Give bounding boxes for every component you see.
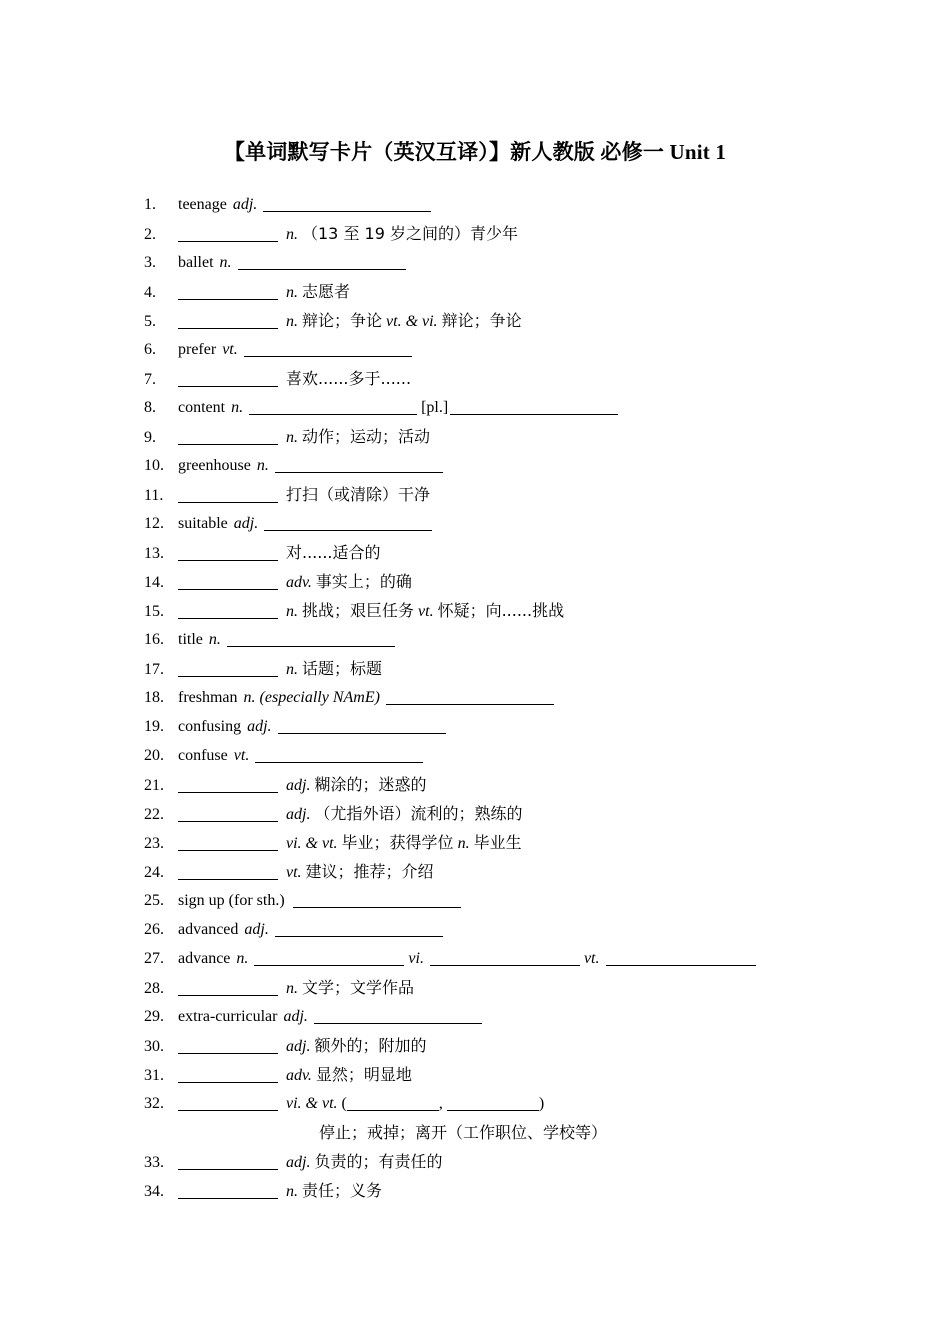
item-pos: adj. xyxy=(244,921,269,938)
item-word: teenage xyxy=(178,196,227,213)
item-pos: adj. xyxy=(286,1154,311,1171)
answer-blank[interactable] xyxy=(314,1007,482,1024)
item-number: 30. xyxy=(144,1038,164,1055)
item-pos: adj. xyxy=(286,1038,311,1055)
list-item-30 xyxy=(144,1031,864,1060)
list-item-34 xyxy=(144,1176,864,1205)
item-number: 1. xyxy=(144,196,156,213)
list-item-3 xyxy=(144,248,864,277)
item-word: title xyxy=(178,631,203,648)
item-meaning-2: 辩论；争论 xyxy=(441,311,522,330)
list-item-22 xyxy=(144,799,864,828)
item-pos: n. xyxy=(286,284,298,301)
item-meaning: 志愿者 xyxy=(302,282,351,301)
item-number: 17. xyxy=(144,661,164,678)
item-pos: n. xyxy=(286,603,298,620)
item-word: extra-curricular xyxy=(178,1008,278,1025)
answer-blank[interactable] xyxy=(178,283,278,300)
answer-blank[interactable] xyxy=(244,340,412,357)
list-item-13 xyxy=(144,538,864,567)
answer-blank[interactable] xyxy=(178,312,278,329)
item-meaning: 停止；戒掉；离开（工作职位、学校等） xyxy=(319,1123,608,1142)
item-number: 4. xyxy=(144,284,156,301)
answer-blank[interactable] xyxy=(178,834,278,851)
close-paren: ) xyxy=(538,1095,545,1112)
answer-blank[interactable] xyxy=(178,428,278,445)
answer-blank[interactable] xyxy=(386,688,554,705)
item-number: 28. xyxy=(144,980,164,997)
item-word: sign up (for sth.) xyxy=(178,892,285,909)
item-pos: vt. xyxy=(222,341,238,358)
item-pos: adj. xyxy=(283,1008,308,1025)
answer-blank[interactable] xyxy=(278,717,446,734)
answer-blank-form-1[interactable] xyxy=(347,1094,439,1111)
answer-blank[interactable] xyxy=(263,195,431,212)
answer-blank[interactable] xyxy=(178,602,278,619)
list-item-4 xyxy=(144,277,864,306)
answer-blank[interactable] xyxy=(178,1094,278,1111)
answer-blank-vi[interactable] xyxy=(430,949,580,966)
item-number: 14. xyxy=(144,574,164,591)
item-word: advanced xyxy=(178,921,239,938)
answer-blank[interactable] xyxy=(227,630,395,647)
item-number: 7. xyxy=(144,371,156,388)
item-pos: adj. xyxy=(232,196,258,213)
item-pos: adj. xyxy=(286,806,311,823)
list-item-16 xyxy=(144,625,864,654)
item-number: 18. xyxy=(144,689,164,706)
item-word: confuse xyxy=(178,747,228,764)
answer-blank[interactable] xyxy=(178,776,278,793)
list-item-9 xyxy=(144,422,864,451)
answer-blank[interactable] xyxy=(178,660,278,677)
item-pos: n. xyxy=(231,399,244,416)
item-meaning: 喜欢......多于...... xyxy=(286,369,412,388)
answer-blank[interactable] xyxy=(275,456,443,473)
item-meaning: 文学；文学作品 xyxy=(302,978,415,997)
item-meaning-2: 怀疑；向......挑战 xyxy=(437,601,565,620)
item-word: suitable xyxy=(178,515,228,532)
answer-blank-noun[interactable] xyxy=(254,949,404,966)
item-number: 32. xyxy=(144,1095,164,1112)
answer-blank-plural[interactable] xyxy=(450,398,618,415)
item-pos-2: vi. xyxy=(408,950,424,967)
item-meaning: 话题；标题 xyxy=(302,659,383,678)
item-meaning: 负责的；有责任的 xyxy=(314,1152,443,1171)
list-item-23 xyxy=(144,828,864,857)
list-item-20 xyxy=(144,741,864,770)
list-item-19 xyxy=(144,712,864,741)
item-meaning: 打扫（或清除）干净 xyxy=(286,485,431,504)
item-pos: n. xyxy=(286,226,298,243)
item-word: freshman xyxy=(178,689,238,706)
item-meaning-2: 毕业生 xyxy=(473,833,522,852)
item-number: 5. xyxy=(144,313,156,330)
list-item-17 xyxy=(144,654,864,683)
item-number: 10. xyxy=(144,457,164,474)
item-number: 2. xyxy=(144,226,156,243)
item-word: content xyxy=(178,399,226,416)
item-word: prefer xyxy=(178,341,217,358)
answer-blank[interactable] xyxy=(178,863,278,880)
answer-blank[interactable] xyxy=(178,1153,278,1170)
item-pos: adj. xyxy=(233,515,259,532)
item-number: 13. xyxy=(144,545,164,562)
item-pos: n. xyxy=(236,950,249,967)
list-item-32 xyxy=(144,1089,864,1118)
item-meaning: 毕业；获得学位 xyxy=(341,833,454,852)
list-item-10 xyxy=(144,451,864,480)
plural-marker: [pl.] xyxy=(421,399,449,416)
list-item-14 xyxy=(144,567,864,596)
item-pos: vi. & vt. xyxy=(286,835,338,852)
page-title: 【单词默写卡片（英汉互译）】新人教版 必修一 Unit 1 xyxy=(223,140,727,164)
answer-blank[interactable] xyxy=(178,225,278,242)
vocab-list xyxy=(144,190,864,1205)
list-item-21 xyxy=(144,770,864,799)
item-meaning: 挑战；艰巨任务 xyxy=(302,601,415,620)
item-number: 21. xyxy=(144,777,164,794)
list-item-6 xyxy=(144,335,864,364)
list-item-27 xyxy=(144,944,864,973)
list-item-2 xyxy=(144,219,864,248)
item-meaning: 辩论；争论 xyxy=(302,311,383,330)
list-item-24 xyxy=(144,857,864,886)
answer-blank[interactable] xyxy=(178,544,278,561)
item-number: 11. xyxy=(144,487,164,504)
item-number: 20. xyxy=(144,747,164,764)
answer-blank[interactable] xyxy=(178,1066,278,1083)
item-usage-note: (especially NAmE) xyxy=(259,689,380,706)
answer-blank-form-2[interactable] xyxy=(447,1094,539,1111)
item-meaning: 事实上；的确 xyxy=(315,572,412,591)
list-item-12 xyxy=(144,509,864,538)
item-number: 26. xyxy=(144,921,164,938)
item-pos-2: n. xyxy=(457,835,470,852)
list-item-1 xyxy=(144,190,864,219)
item-number: 15. xyxy=(144,603,164,620)
item-pos: n. xyxy=(219,254,232,271)
list-item-28 xyxy=(144,973,864,1002)
answer-blank[interactable] xyxy=(275,920,443,937)
item-meaning: 额外的；附加的 xyxy=(314,1036,427,1055)
comma: , xyxy=(438,1095,443,1112)
answer-blank-vt[interactable] xyxy=(606,949,756,966)
open-paren: ( xyxy=(341,1095,347,1112)
item-pos: vt. xyxy=(286,864,302,881)
item-number: 29. xyxy=(144,1008,164,1025)
item-meaning: 对......适合的 xyxy=(286,543,381,562)
item-word: confusing xyxy=(178,718,242,735)
item-number: 6. xyxy=(144,341,156,358)
list-item-8 xyxy=(144,393,864,422)
item-word: greenhouse xyxy=(178,457,251,474)
item-number: 3. xyxy=(144,254,156,271)
item-pos: adv. xyxy=(286,574,312,591)
item-number: 22. xyxy=(144,806,164,823)
list-item-32-meaning xyxy=(144,1118,864,1147)
item-number: 23. xyxy=(144,835,164,852)
item-pos-2: vt. xyxy=(418,603,434,620)
answer-blank[interactable] xyxy=(293,891,461,908)
list-item-33 xyxy=(144,1147,864,1176)
item-meaning: （13 至 19 岁之间的）青少年 xyxy=(302,224,518,243)
list-item-11 xyxy=(144,480,864,509)
answer-blank[interactable] xyxy=(249,398,417,415)
answer-blank[interactable] xyxy=(238,253,406,270)
item-number: 34. xyxy=(144,1183,164,1200)
answer-blank[interactable] xyxy=(178,1182,278,1199)
item-word: advance xyxy=(178,950,231,967)
answer-blank[interactable] xyxy=(178,486,278,503)
answer-blank[interactable] xyxy=(178,573,278,590)
item-number: 24. xyxy=(144,864,164,881)
answer-blank[interactable] xyxy=(178,1037,278,1054)
item-pos: n. xyxy=(286,1183,298,1200)
item-pos: adj. xyxy=(286,777,311,794)
item-number: 16. xyxy=(144,631,164,648)
item-number: 9. xyxy=(144,429,156,446)
list-item-7 xyxy=(144,364,864,393)
answer-blank[interactable] xyxy=(178,805,278,822)
item-number: 8. xyxy=(144,399,156,416)
item-meaning: 动作；运动；活动 xyxy=(302,427,431,446)
item-meaning: 责任；义务 xyxy=(302,1181,383,1200)
item-number: 27. xyxy=(144,950,164,967)
item-number: 33. xyxy=(144,1154,164,1171)
item-word: ballet xyxy=(178,254,214,271)
item-pos: n. xyxy=(243,689,256,706)
item-meaning: 建议；推荐；介绍 xyxy=(305,862,434,881)
answer-blank[interactable] xyxy=(178,370,278,387)
item-number: 12. xyxy=(144,515,164,532)
item-meaning: 糊涂的；迷惑的 xyxy=(314,775,427,794)
item-pos: n. xyxy=(256,457,269,474)
list-item-15 xyxy=(144,596,864,625)
answer-blank[interactable] xyxy=(264,514,432,531)
item-pos: n. xyxy=(286,980,298,997)
list-item-18 xyxy=(144,683,864,712)
item-pos: adj. xyxy=(247,718,272,735)
answer-blank[interactable] xyxy=(178,979,278,996)
item-pos: n. xyxy=(286,429,298,446)
item-pos: n. xyxy=(286,313,298,330)
item-meaning: 显然；明显地 xyxy=(315,1065,412,1084)
list-item-31 xyxy=(144,1060,864,1089)
list-item-29 xyxy=(144,1002,864,1031)
item-pos: n. xyxy=(208,631,221,648)
item-pos-3: vt. xyxy=(583,950,600,967)
list-item-5 xyxy=(144,306,864,335)
list-item-26 xyxy=(144,915,864,944)
item-pos: vi. & vt. xyxy=(286,1095,338,1112)
item-meaning: （尤指外语）流利的；熟练的 xyxy=(314,804,523,823)
item-pos: n. xyxy=(286,661,298,678)
answer-blank[interactable] xyxy=(255,746,423,763)
item-pos-2: vt. & vi. xyxy=(386,313,438,330)
item-number: 19. xyxy=(144,718,164,735)
item-number: 25. xyxy=(144,892,164,909)
list-item-25 xyxy=(144,886,864,915)
item-pos: adv. xyxy=(286,1067,312,1084)
item-number: 31. xyxy=(144,1067,164,1084)
item-pos: vt. xyxy=(233,747,250,764)
